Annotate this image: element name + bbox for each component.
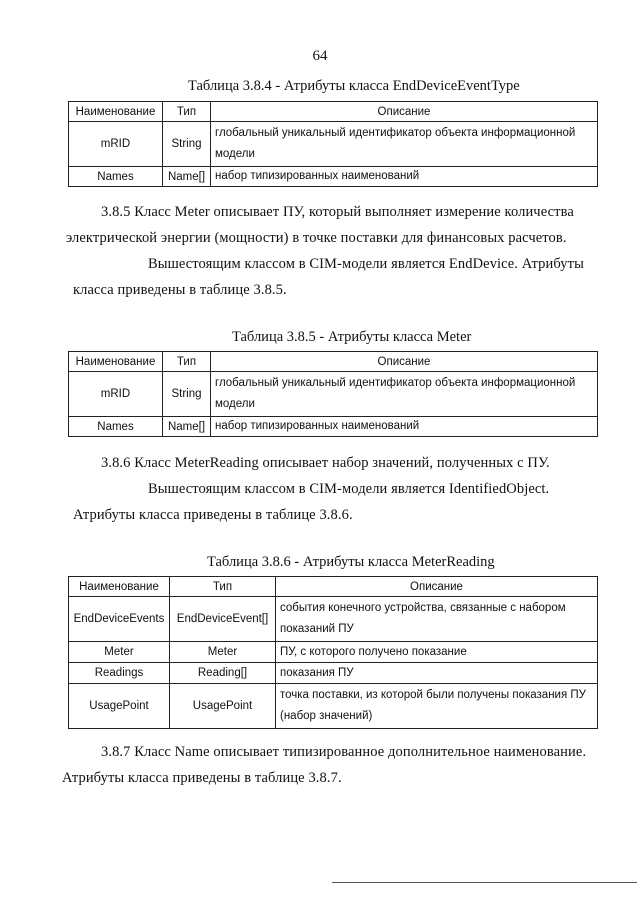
table-2-caption: Таблица 3.8.5 - Атрибуты класса Meter (232, 329, 472, 345)
column-header: Наименование (69, 352, 163, 372)
cell-type: Reading[] (170, 663, 276, 684)
cell-name: mRID (69, 372, 163, 417)
cell-name: EndDeviceEvents (69, 597, 170, 642)
paragraph-3-8-6-line: Атрибуты класса приведены в таблице 3.8.6. (73, 507, 353, 523)
table-row (69, 642, 598, 663)
cell-description: события конечного устройства, связанные с набором показаний ПУ (276, 597, 598, 642)
table-1-caption: Таблица 3.8.4 - Атрибуты класса EndDeviceEventType (188, 78, 520, 94)
paragraph-3-8-5-line: 3.8.5 Класс Meter описывает ПУ, который выполняет измерение количества (101, 204, 574, 220)
cell-description: набор типизированных наименований (211, 417, 598, 437)
column-header: Наименование (69, 102, 163, 122)
table-row (69, 417, 598, 437)
column-header: Тип (163, 102, 211, 122)
cell-description: глобальный уникальный идентификатор объекта информационной модели (211, 372, 598, 417)
cell-name: UsagePoint (69, 684, 170, 729)
table-row (69, 684, 598, 729)
column-header: Наименование (69, 577, 170, 597)
table-row (69, 372, 598, 417)
cell-name: Names (69, 417, 163, 437)
cell-description: показания ПУ (276, 663, 598, 684)
table-row (69, 597, 598, 642)
column-header: Тип (163, 352, 211, 372)
paragraph-3-8-6-line: 3.8.6 Класс MeterReading описывает набор значений, полученных с ПУ. (101, 455, 550, 471)
cell-type: String (163, 122, 211, 167)
cell-type: Meter (170, 642, 276, 663)
table-3 (68, 576, 598, 729)
table-header-row (69, 352, 598, 372)
table-row (69, 663, 598, 684)
cell-type: Name[] (163, 417, 211, 437)
cell-type: String (163, 372, 211, 417)
table-row (69, 167, 598, 187)
column-header: Описание (211, 352, 598, 372)
paragraph-3-8-7-line: Атрибуты класса приведены в таблице 3.8.7. (62, 770, 342, 786)
table-3-caption: Таблица 3.8.6 - Атрибуты класса MeterReading (207, 554, 495, 570)
page-number: 64 (312, 48, 328, 64)
cell-type: EndDeviceEvent[] (170, 597, 276, 642)
cell-name: mRID (69, 122, 163, 167)
cell-description: глобальный уникальный идентификатор объекта информационной модели (211, 122, 598, 167)
paragraph-3-8-7-line: 3.8.7 Класс Name описывает типизированное дополнительное наименование. (101, 744, 587, 760)
paragraph-3-8-6-line: Вышестоящим классом в CIM-модели является IdentifiedObject. (148, 481, 550, 497)
cell-description: ПУ, с которого получено показание (276, 642, 598, 663)
footer-rule (332, 882, 637, 883)
table-2 (68, 351, 598, 437)
table-header-row (69, 102, 598, 122)
cell-description: набор типизированных наименований (211, 167, 598, 187)
cell-type: UsagePoint (170, 684, 276, 729)
paragraph-3-8-5-line: класса приведены в таблице 3.8.5. (73, 282, 287, 298)
table-header-row (69, 577, 598, 597)
table-1 (68, 101, 598, 187)
paragraph-3-8-5-line: Вышестоящим классом в CIM-модели является EndDevice. Атрибуты (148, 256, 584, 272)
column-header: Описание (276, 577, 598, 597)
cell-name: Meter (69, 642, 170, 663)
cell-name: Readings (69, 663, 170, 684)
column-header: Описание (211, 102, 598, 122)
table-row (69, 122, 598, 167)
cell-name: Names (69, 167, 163, 187)
cell-description: точка поставки, из которой были получены показания ПУ (набор значений) (276, 684, 598, 729)
cell-type: Name[] (163, 167, 211, 187)
paragraph-3-8-5-line: электрической энергии (мощности) в точке поставки для финансовых расчетов. (66, 230, 567, 246)
column-header: Тип (170, 577, 276, 597)
